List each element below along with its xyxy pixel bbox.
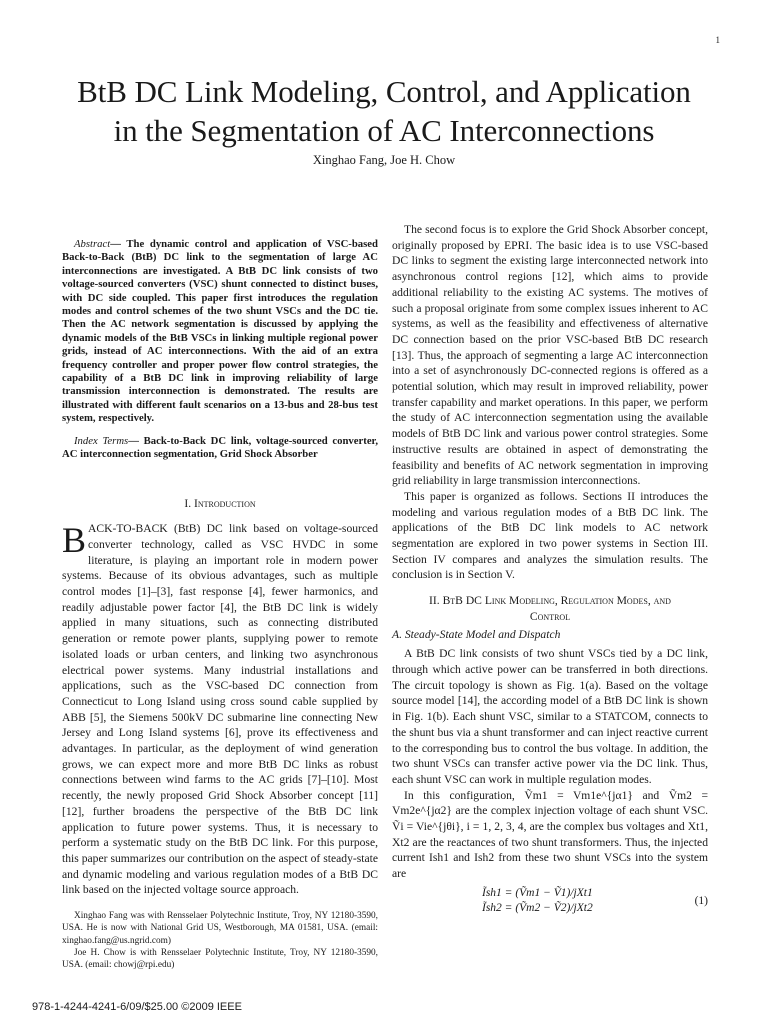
page-number: 1 [715,35,720,45]
copyright-notice: 978-1-4244-4241-6/09/$25.00 ©2009 IEEE [32,1001,242,1013]
section-2-number: II. [429,594,443,608]
title-line-1: BtB DC Link Modeling, Control, and Application [77,74,691,109]
section-1-title: Introduction [194,496,256,510]
title-line-2: in the Segmentation of AC Interconnections [113,113,655,148]
paper-title [40,72,728,150]
section-1-heading [62,496,378,512]
footnote-author-2: Joe H. Chow is with Rensselaer Polytechnic Institute, Troy, NY 12180-3590, USA. (email: chowj@rpi.edu) [62,947,378,971]
subsection-a-heading: A. Steady-State Model and Dispatch [392,627,561,641]
authors: Xinghao Fang, Joe H. Chow [312,153,456,167]
abstract-text: — The dynamic control and application of VSC-based Back-to-Back (BtB) DC link to the segmentation of large AC interconnections are investigated. A BtB DC link consists of two voltage-sourced converters (VSC) shunt connected to distinct buses, with DC side coupled. This paper first introduces the regulation modes and control schemes of the two shunt VSCs and the DC tie. Then the AC network segmentation is discussed by applying the dynamic models of the BtB VSCs in linking multiple regional power grids, instead of AC interconnections. With the aid of an extra frequency controller and proper power flow control strategies, the capability of a BtB DC link in improving reliability of large transmission interconnection is demonstrated. The results are illustrated with different fault scenarios on a 13-bus and 28-bus test system, respectively. [62,238,378,425]
section-2-title-line-2: Control [529,609,571,623]
index-terms-label: Index Terms [74,434,129,447]
paragraph-organization: This paper is organized as follows. Sections II introduces the modeling and various regulation modes of a BtB DC link. The applications of the BtB DC link models to AC network segmentation are explored in two power systems in Section III. Section IV compares and analyzes the simulation results. The conclusion is in Section V. [392,489,708,582]
paragraph-grid-shock-absorber: The second focus is to explore the Grid Shock Absorber concept, originally proposed by EPRI. The basic idea is to use VSC-based DC links to segment the existing large interconnected network into asynchronous control regions [12], which aims to provide additional reliability to the existing AC systems. The motives of such a proposal originate from some complex issues inherent to AC systems, as well as the feasibility and effectiveness of alternative DC connection based on the prior VSC-based BtB DC research [13]. Thus, the approach of segmenting a large AC interconnection into a set of asynchronously DC-connected regions is offered as a potential solution, which may result in improved reliability, power transfer capability and market operations. In this paper, we perform the study of AC interconnection segmentation using the available models of BtB DC link and various power control strategies. Some instructive results are obtained in aspect of demonstrating the feasibility and benefits of AC network segmentation in improving grid reliability in large transmission interconnections. [392,223,708,488]
equation-1-number: (1) [694,894,708,907]
paragraph-btb-model: A BtB DC link consists of two shunt VSCs tied by a DC link, through which active power can be transferred in both directions. The circuit topology is shown as Fig. 1(a). Based on the voltage source model [14], the according model of a BtB DC link is shown in Fig. 1(b). Each shunt VSC, similar to a STATCOM, connects to the shunt bus via a shunt transformer and can inject reactive current to the corresponding bus to control the bus voltage. In addition, the two shunt VSCs can transfer active power via the DC link. Thus, each shunt VSC can work in multiple regulation modes. [392,647,708,786]
intro-paragraph [62,521,378,898]
intro-text: ACK-TO-BACK (BtB) DC link based on voltage-sourced converter technology, called as VSC HVDC in some literature, is playing an important role in modern power systems. Because of its obvious advantages, such as multiple control modes [1]–[3], fast response [4], fewer harmonics, and readily adjustable power factor [4], the BtB DC link is widely applied in many situations, such as connecting distributed generation or remote power plants, supplying power to remote isolated loads or urban centers, and linking two asynchronous electrical power systems. Many industrial installations and applications, such as the VSC-based DC connection from Connecticut to Long Island using cross sound cable supplied by ABB [5], the Siemens 500kV DC submarine line connecting New Jersey and Long Island systems [6], prove its effectiveness and advantages. In particular, as the deployment of wind generation grows, we can expect more and more BtB DC links as robust connections between wind farms to the AC grids [7]–[10]. Most recently, the newly proposed Grid Shock Absorber concept [11] [12], further broadens the perspective of the BtB DC link application to future power systems. Thus, it is necessary to perform a systematic study on the BtB DC link. For this purpose, this paper summarizes our contribution on the aspect of steady-state and dynamic modeling and various regulation modes of a BtB DC link based on the injected voltage source approach. [62,522,378,897]
section-1-number: I. [184,496,195,510]
equation-1 [392,886,708,918]
abstract [62,238,378,462]
footnotes [62,910,378,971]
paragraph-configuration: In this configuration, Ṽm1 = Vm1e^{jα1} and Ṽm2 = Vm2e^{jα2} are the complex injection voltage of each shunt VSC. Ṽi = Vie^{jθi}, i = 1, 2, 3, 4, are the complex bus voltages and Xt1, Xt2 are the reactances of two shunt transformers. Thus, the injected current Ish1 and Ish2 from these two shunt VSCs into the system are [392,788,708,881]
drop-cap: B [62,520,87,561]
section-2-title-line-1: BtB DC Link Modeling, Regulation Modes, and [442,594,671,608]
section-2-heading [392,593,708,624]
left-column [62,238,378,898]
abstract-label: Abstract [74,238,111,250]
equation-1-line-1: Ĩsh1 = (Ṽm1 − Ṽ1)/jXt1 [482,886,593,899]
equation-1-line-2: Ĩsh2 = (Ṽm2 − Ṽ2)/jXt2 [482,901,593,914]
footnote-author-1: Xinghao Fang was with Rensselaer Polytechnic Institute, Troy, NY 12180-3590, USA. He is now with National Grid US, Westborough, MA 01581, USA. (email: xinghao.fang@us.ngrid.com) [62,911,378,946]
index-terms-text: — Back-to-Back DC link, voltage-sourced converter, AC interconnection segmentation, Grid Shock Absorber [62,434,378,461]
right-column [392,222,708,918]
